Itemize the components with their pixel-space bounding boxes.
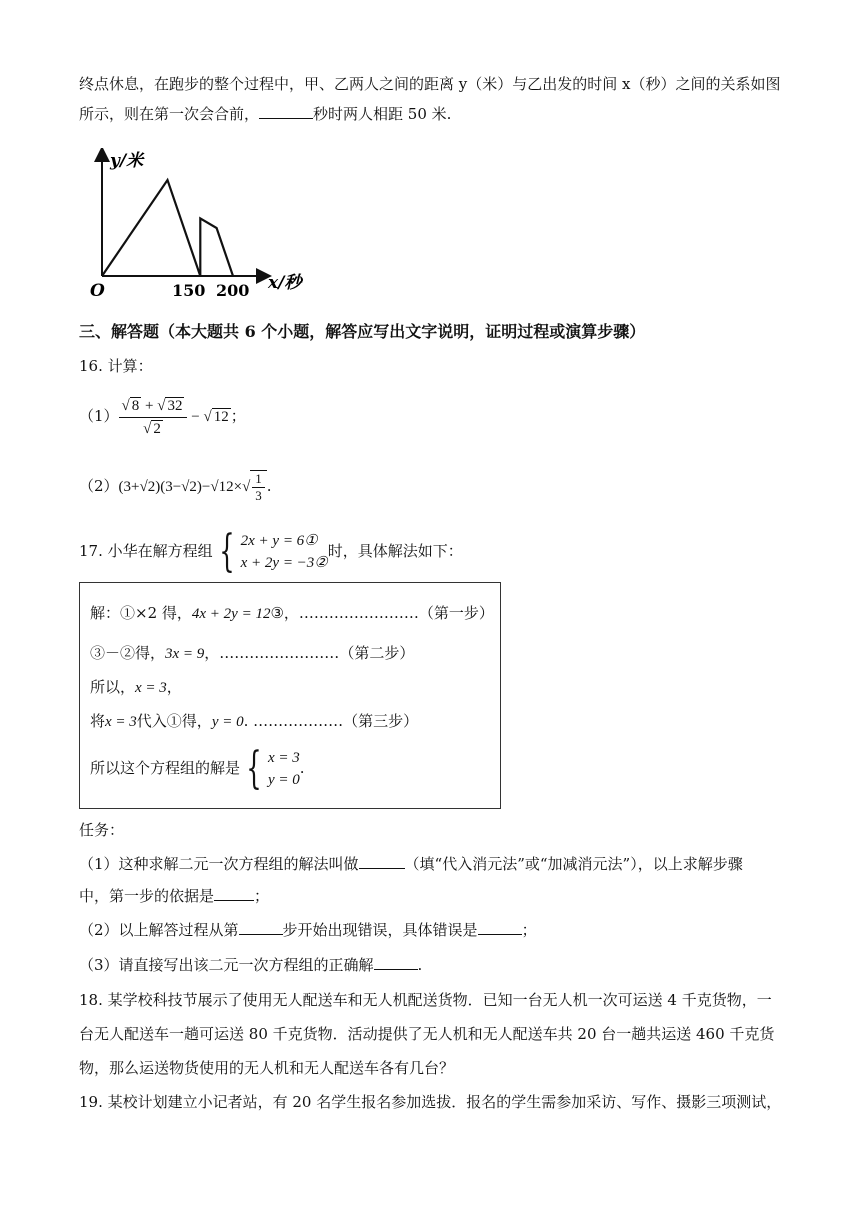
graph-line — [102, 180, 233, 276]
q16-part-2-number: （2） — [79, 477, 119, 495]
q16-part-1-end: ； — [230, 407, 246, 425]
section-3-title: 三、解答题（本大题共 6 个小题，解答应写出文字说明，证明过程或演算步骤） — [79, 322, 646, 341]
q16-part-1: （1） $\frac{√ 8 + √ 32}{√ 2}$ − √ 12 ； — [79, 394, 246, 440]
q17-eq1: 2x + y = 6① — [240, 533, 318, 549]
solution-result-y: y = 0 — [268, 772, 300, 788]
solution-step-3-a: 将 — [90, 712, 106, 730]
q18-line-3: 物，那么运送物货使用的无人机和无人配送车各有几台？ — [79, 1059, 455, 1077]
task-1-line-1 — [79, 854, 743, 874]
task-1-blank-1[interactable] — [359, 854, 405, 869]
q17-after: 时，具体解法如下： — [327, 542, 463, 560]
solution-result-text: 所以这个方程组的解是 — [90, 759, 241, 777]
q16-sqrt-third: $\frac{1}{3}$ — [250, 470, 267, 504]
task-1-text-a: （1）这种求解二元一次方程组的解法叫做 — [79, 855, 359, 873]
q16-part-2-end: . — [266, 477, 272, 495]
solution-step-1-eq: 4x + 2y = 12 — [191, 606, 271, 622]
distance-time-graph — [86, 148, 316, 300]
x-axis-label: x/秒 — [268, 273, 302, 293]
solution-result: 所以这个方程组的解是 { x = 3 y = 0 . — [90, 743, 305, 794]
solution-line-3 — [90, 677, 182, 698]
q16-fraction: $\frac{√ 8 + √ 32}{√ 2}$ — [119, 395, 188, 440]
task-3-blank[interactable] — [374, 955, 418, 970]
solution-step-3-label: （第三步） — [343, 712, 419, 730]
solution-step-1-tag: ③， — [270, 604, 299, 622]
task-1-text-d: ； — [254, 887, 270, 905]
q17-eq2: x + 2y = −3② — [240, 555, 328, 571]
solution-step-3-eq: x = 3 — [105, 714, 137, 730]
q18-line-2: 台无人配送车一趟可运送 80 千克货物．活动提供了无人机和无人配送车共 20 台一趟共运送 460 千克货 — [79, 1025, 775, 1043]
solution-result-end: . — [299, 759, 305, 777]
solution-step-3-b: 代入①得， — [136, 712, 212, 730]
solution-line-3-eq: x = 3 — [135, 680, 167, 696]
solution-step-2-eq: 3x = 9 — [165, 646, 205, 662]
solution-step-2-label: （第二步） — [339, 644, 415, 662]
task-label: 任务： — [79, 821, 125, 839]
origin-label: O — [90, 281, 105, 300]
task-1-text-b: （填“代入消元法”或“加减消元法”），以上求解步骤 — [404, 855, 743, 873]
q16-part-1-number: （1） — [79, 407, 119, 425]
task-2-blank-2[interactable] — [478, 920, 522, 935]
y-axis-label: y/米 — [110, 151, 144, 171]
q16-part-2-expr: (3+√2)(3−√2)−√12× — [118, 479, 243, 495]
intro-line-1: 终点休息，在跑步的整个过程中，甲、乙两人之间的距离 y（米）与乙出发的时间 x（秒）之间的关系如图 — [79, 75, 781, 93]
answer-blank[interactable] — [259, 104, 313, 119]
task-1-blank-2[interactable] — [214, 886, 254, 901]
q17-label: 17. 小华在解方程组 — [79, 542, 213, 560]
task-2-blank-1[interactable] — [239, 920, 283, 935]
x-tick-150: 150 — [172, 281, 206, 300]
q19-line-1: 19. 某校计划建立小记者站，有 20 名学生报名参加选拔．报名的学生需参加采访、写作、摄影三项测试， — [79, 1093, 782, 1111]
task-2-text-c: ； — [521, 921, 537, 939]
intro-line-2-start: 所示，则在第一次会合前， — [79, 105, 260, 123]
task-1-line-2 — [79, 886, 269, 906]
q16-part-2: （2）(3+√2)(3−√2)−√12×√ $\frac{1}{3}$ . — [79, 471, 272, 503]
solution-step-2 — [90, 643, 414, 664]
solution-step-3-eq2: y = 0 — [211, 714, 244, 730]
solution-line-3-text: 所以， — [90, 678, 136, 696]
solution-step-2-dots: ，…………………… — [204, 644, 340, 662]
task-1-text-c: 中，第一步的依据是 — [79, 887, 215, 905]
solution-step-1-dots: …………………… — [298, 604, 419, 622]
solution-step-1 — [90, 603, 494, 624]
solution-step-2-text: ③－②得， — [90, 644, 166, 662]
q18-line-1: 18. 某学校科技节展示了使用无人配送车和无人机配送货物．已知一台无人机一次可运送 4 千克货物，一 — [79, 991, 772, 1009]
q17-statement: 17. 小华在解方程组 { 2x + y = 6① x + 2y = −3② 时，具体解法如下： — [79, 526, 463, 577]
task-3 — [79, 955, 422, 975]
solution-result-x: x = 3 — [268, 750, 300, 766]
solution-line-3-end: ， — [166, 678, 182, 696]
task-3-text-a: （3）请直接写出该二元一次方程组的正确解 — [79, 956, 374, 974]
task-2-text-b: 步开始出现错误，具体错误是 — [282, 921, 478, 939]
solution-result-system — [268, 747, 300, 791]
x-tick-200: 200 — [216, 281, 250, 300]
solution-step-1-text: 解：①×2 得， — [90, 604, 192, 622]
intro-line-2 — [79, 104, 451, 124]
solution-step-3-dots: . ……………… — [243, 712, 344, 730]
solution-box — [79, 582, 501, 809]
task-3-text-b: . — [417, 956, 423, 974]
task-2-text-a: （2）以上解答过程从第 — [79, 921, 239, 939]
q17-system — [241, 530, 328, 574]
intro-line-2-end: 秒时两人相距 50 米. — [313, 105, 452, 123]
q16-label: 16. 计算： — [79, 357, 153, 375]
solution-step-3 — [90, 711, 418, 732]
solution-step-1-label: （第一步） — [418, 604, 494, 622]
task-2 — [79, 920, 537, 940]
